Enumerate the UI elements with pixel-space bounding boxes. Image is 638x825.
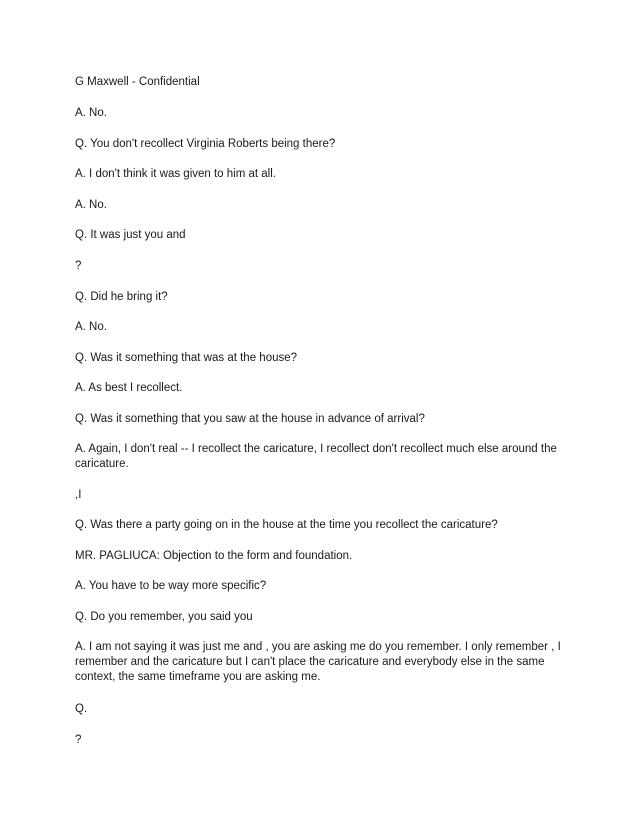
- transcript-line: A. Again, I don't real -- I recollect the caricature, I recollect don't recollect much else around the caricature.: [75, 443, 557, 470]
- transcript-line: Q. Did he bring it?: [75, 291, 168, 303]
- transcript-line: A. I don't think it was given to him at all.: [75, 168, 276, 180]
- transcript-line: MR. PAGLIUCA: Objection to the form and foundation.: [75, 550, 353, 562]
- transcript-line: Q. Was it something that was at the house?: [75, 352, 298, 364]
- transcript-line: Q. Do you remember, you said you: [75, 611, 253, 623]
- transcript-line: A. You have to be way more specific?: [75, 580, 267, 592]
- transcript-line: Q. You don't recollect Virginia Roberts being there?: [75, 138, 336, 150]
- transcript-line: A. No.: [75, 199, 107, 211]
- transcript-line: Q. Was there a party going on in the house at the time you recollect the caricature?: [75, 519, 498, 531]
- transcript-line: Q.: [75, 703, 88, 715]
- transcript-line: Q. It was just you and: [75, 229, 186, 241]
- transcript-line: ?: [75, 260, 82, 272]
- transcript-line: Q. Was it something that you saw at the house in advance of arrival?: [75, 413, 425, 425]
- transcript-line: A. As best I recollect.: [75, 382, 183, 394]
- transcript-line: ,I: [75, 489, 82, 501]
- transcript-line: A. No.: [75, 107, 107, 119]
- transcript-line: ?: [75, 734, 82, 746]
- transcript-line: A. I am not saying it was just me and , you are asking me do you remember. I only remember , I remember and the caricature but I can't place the caricature and everybody else in the same context, the same timeframe you are asking me.: [75, 641, 561, 683]
- document-header: G Maxwell - Confidential: [75, 76, 200, 88]
- transcript-line: A. No.: [75, 321, 107, 333]
